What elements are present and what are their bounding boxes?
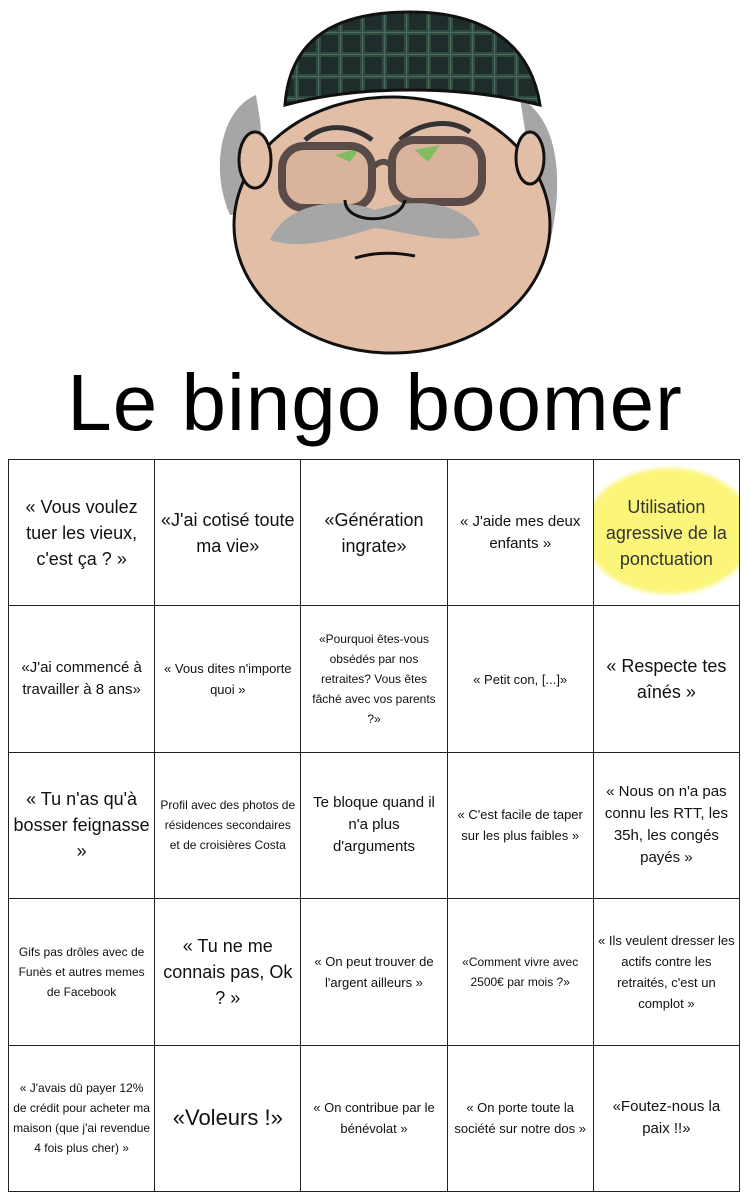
cell-text: « Vous dites n'importe quoi » xyxy=(164,661,292,698)
bingo-cell[interactable] xyxy=(594,899,740,1045)
cell-text: «J'ai commencé à travailler à 8 ans» xyxy=(21,659,142,699)
bingo-cell[interactable] xyxy=(155,460,301,606)
bingo-cell[interactable] xyxy=(9,753,155,899)
bingo-cell[interactable] xyxy=(448,753,594,899)
cell-text: « On peut trouver de l'argent ailleurs » xyxy=(314,953,434,990)
cell-text: «Génération ingrate» xyxy=(324,509,424,556)
bingo-cell[interactable] xyxy=(594,753,740,899)
cell-text: « C'est facile de taper sur les plus faibles » xyxy=(457,807,583,844)
bingo-cell[interactable] xyxy=(301,753,447,899)
bingo-cell[interactable] xyxy=(448,460,594,606)
cell-text: « Ils veulent dresser les actifs contre les retraités, c'est un complot » xyxy=(598,932,735,1011)
cell-text: «Comment vivre avec 2500€ par mois ?» xyxy=(462,954,579,989)
cell-text: Utilisation agressive de la ponctuation xyxy=(605,496,727,569)
cell-text: Profil avec des photos de résidences secondaires et de croisières Costa xyxy=(160,798,296,853)
cell-text: « On contribue par le bénévolat » xyxy=(313,1100,435,1137)
bingo-cell[interactable] xyxy=(155,899,301,1045)
bingo-cell-highlighted[interactable] xyxy=(594,460,740,606)
cell-text: « J'avais dû payer 12% de crédit pour acheter ma maison (que j'ai revendue 4 fois plus cher) » xyxy=(13,1081,151,1156)
bingo-cell[interactable] xyxy=(301,899,447,1045)
cell-text: «Foutez-nous la paix !!» xyxy=(612,1098,721,1138)
bingo-cell[interactable] xyxy=(448,606,594,752)
bingo-cell[interactable] xyxy=(301,460,447,606)
bingo-cell[interactable] xyxy=(9,606,155,752)
cell-text: « Nous on n'a pas connu les RTT, les 35h, les congés payés » xyxy=(604,783,728,867)
bingo-cell[interactable] xyxy=(594,606,740,752)
bingo-cell[interactable] xyxy=(594,1046,740,1192)
bingo-cell[interactable] xyxy=(9,460,155,606)
cell-text: «Voleurs !» xyxy=(172,1105,283,1131)
bingo-cell[interactable] xyxy=(155,606,301,752)
bingo-cell[interactable] xyxy=(155,1046,301,1192)
cell-text: Te bloque quand il n'a plus d'arguments xyxy=(313,794,435,856)
bingo-cell[interactable] xyxy=(448,1046,594,1192)
bingo-cell[interactable] xyxy=(155,753,301,899)
bingo-cell[interactable] xyxy=(9,899,155,1045)
boomer-face-icon xyxy=(0,0,750,360)
bingo-cell[interactable] xyxy=(448,899,594,1045)
cell-text: « Tu ne me connais pas, Ok ? » xyxy=(163,935,293,1008)
cell-text: «Pourquoi êtes-vous obsédés par nos retraites? Vous êtes fâché avec vos parents ?» xyxy=(312,632,436,727)
cell-text: « Tu n'as qu'à bosser feignasse » xyxy=(13,789,150,862)
cell-text: « Respecte tes aînés » xyxy=(606,656,727,703)
cell-text: «J'ai cotisé toute ma vie» xyxy=(161,509,295,556)
bingo-cell[interactable] xyxy=(301,606,447,752)
cell-text: « Vous voulez tuer les vieux, c'est ça ? » xyxy=(25,496,138,569)
cell-text: Gifs pas drôles avec de Funès et autres memes de Facebook xyxy=(18,944,145,999)
cell-text: « J'aide mes deux enfants » xyxy=(459,512,581,552)
page-title: Le bingo boomer xyxy=(67,358,683,447)
bingo-grid xyxy=(8,459,740,1192)
cell-text: « Petit con, [...]» xyxy=(473,671,568,687)
bingo-cell[interactable] xyxy=(9,1046,155,1192)
bingo-cell[interactable] xyxy=(301,1046,447,1192)
cell-text: « On porte toute la société sur notre dos » xyxy=(454,1100,586,1137)
